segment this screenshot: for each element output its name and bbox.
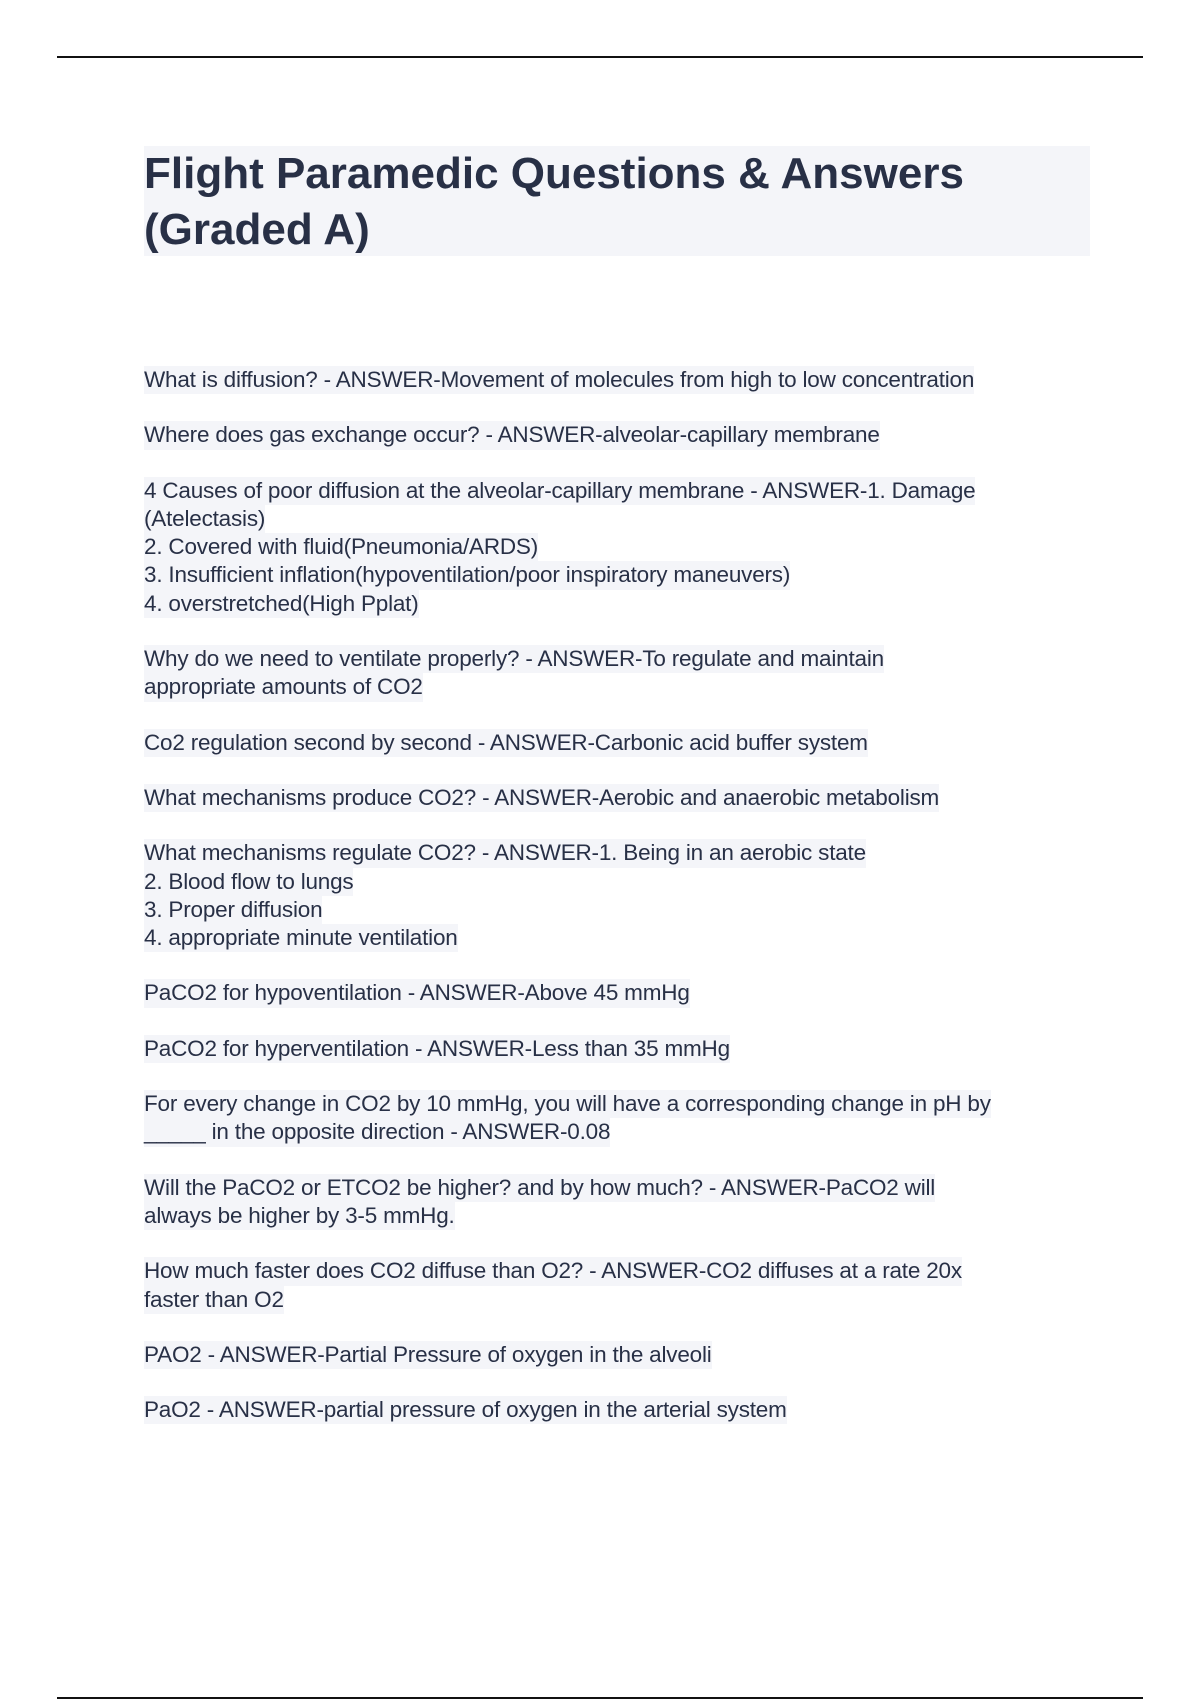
qa-line: faster than O2 xyxy=(144,1286,284,1314)
qa-item xyxy=(144,839,1104,952)
title-block xyxy=(144,146,1090,256)
page-title xyxy=(144,146,1090,258)
page-title-line: Flight Paramedic Questions & Answers xyxy=(144,149,964,198)
top-divider xyxy=(57,56,1143,58)
qa-item xyxy=(144,784,1104,812)
qa-line: PaO2 - ANSWER-partial pressure of oxygen in the arterial system xyxy=(144,1396,787,1424)
qa-item xyxy=(144,1257,1104,1314)
qa-line: What mechanisms regulate CO2? - ANSWER-1. Being in an aerobic state xyxy=(144,839,866,867)
qa-line: appropriate amounts of CO2 xyxy=(144,673,423,701)
page-title-line: (Graded A) xyxy=(144,205,370,254)
qa-line: PaCO2 for hyperventilation - ANSWER-Less than 35 mmHg xyxy=(144,1035,730,1063)
qa-line: _____ in the opposite direction - ANSWER-0.08 xyxy=(144,1118,610,1146)
qa-item xyxy=(144,979,1104,1007)
qa-line: What mechanisms produce CO2? - ANSWER-Aerobic and anaerobic metabolism xyxy=(144,784,939,812)
bottom-divider xyxy=(57,1697,1143,1699)
qa-line: 4. appropriate minute ventilation xyxy=(144,924,458,952)
qa-line: (Atelectasis) xyxy=(144,505,265,533)
qa-item xyxy=(144,1090,1104,1147)
qa-line: Co2 regulation second by second - ANSWER-Carbonic acid buffer system xyxy=(144,729,868,757)
qa-line: For every change in CO2 by 10 mmHg, you will have a corresponding change in pH by xyxy=(144,1090,991,1118)
qa-line: How much faster does CO2 diffuse than O2? - ANSWER-CO2 diffuses at a rate 20x xyxy=(144,1257,962,1285)
qa-item xyxy=(144,1035,1104,1063)
qa-line: 3. Proper diffusion xyxy=(144,896,322,924)
qa-line: Why do we need to ventilate properly? - ANSWER-To regulate and maintain xyxy=(144,645,884,673)
qa-line: What is diffusion? - ANSWER-Movement of molecules from high to low concentration xyxy=(144,366,974,394)
qa-item xyxy=(144,1396,1104,1424)
qa-line: Will the PaCO2 or ETCO2 be higher? and by how much? - ANSWER-PaCO2 will xyxy=(144,1174,935,1202)
qa-item xyxy=(144,1174,1104,1231)
qa-line: always be higher by 3-5 mmHg. xyxy=(144,1202,455,1230)
qa-line: PaCO2 for hypoventilation - ANSWER-Above 45 mmHg xyxy=(144,979,690,1007)
qa-line: 2. Covered with fluid(Pneumonia/ARDS) xyxy=(144,533,538,561)
qa-line: Where does gas exchange occur? - ANSWER-alveolar-capillary membrane xyxy=(144,421,880,449)
qa-list xyxy=(144,366,1104,1451)
qa-item xyxy=(144,1341,1104,1369)
qa-item xyxy=(144,645,1104,702)
qa-line: PAO2 - ANSWER-Partial Pressure of oxygen in the alveoli xyxy=(144,1341,712,1369)
qa-item xyxy=(144,729,1104,757)
qa-line: 4. overstretched(High Pplat) xyxy=(144,590,419,618)
qa-item xyxy=(144,366,1104,394)
qa-line: 3. Insufficient inflation(hypoventilation/poor inspiratory maneuvers) xyxy=(144,561,790,589)
qa-item xyxy=(144,421,1104,449)
qa-line: 2. Blood flow to lungs xyxy=(144,868,353,896)
qa-item xyxy=(144,477,1104,618)
qa-line: 4 Causes of poor diffusion at the alveolar-capillary membrane - ANSWER-1. Damage xyxy=(144,477,975,505)
